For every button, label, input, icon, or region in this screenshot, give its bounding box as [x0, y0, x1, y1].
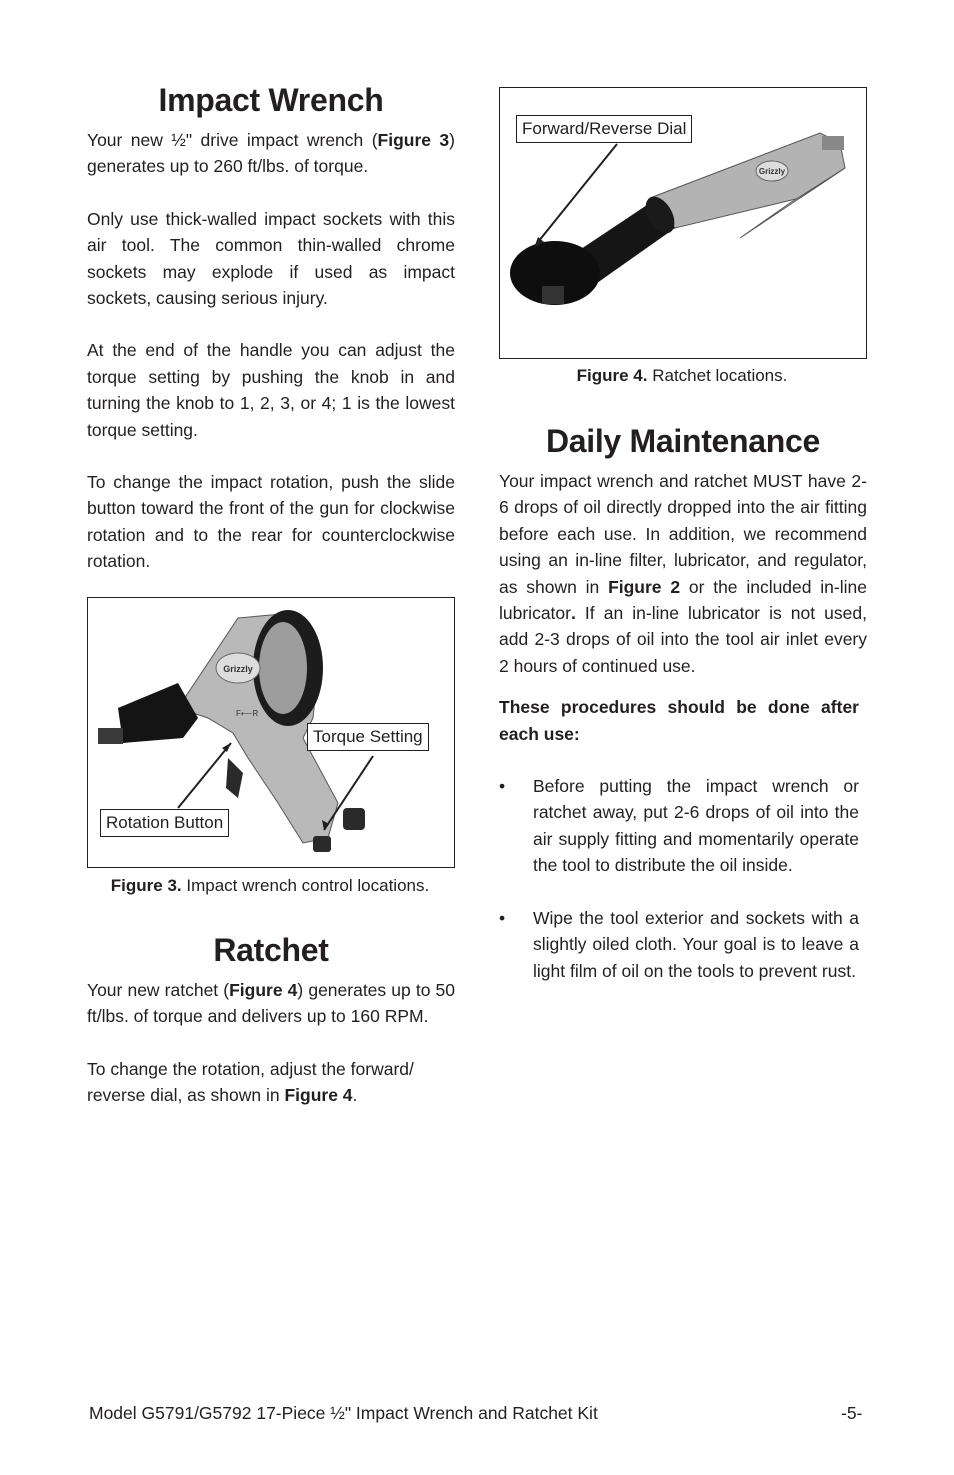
maintenance-bullet-list	[499, 773, 859, 984]
bullet-icon: •	[499, 907, 506, 928]
grizzly-badge: Grizzly	[223, 664, 253, 674]
rotation-button-callout: Rotation Button	[100, 809, 229, 837]
figure-4-box	[499, 87, 867, 359]
list-item: • Wipe the tool exterior and sockets with a slightly oiled cloth. Your goal is to leave a light film of oil on the tools to prevent rust.	[499, 905, 859, 984]
list-item: • Before putting the impact wrench or ratchet away, put 2-6 drops of oil into the air supply fitting and momentarily operate the tool to distribute the oil inside.	[499, 773, 859, 879]
figure-2-ref: Figure 2	[608, 576, 681, 597]
maintenance-lead: These procedures should be done after each use:	[499, 697, 859, 744]
ratchet-heading: Ratchet	[213, 932, 329, 968]
ratchet-section	[87, 930, 455, 1109]
impact-wrench-heading: Impact Wrench	[158, 82, 384, 118]
torque-setting-callout: Torque Setting	[307, 723, 429, 751]
bullet-icon: •	[499, 776, 506, 797]
figure-4-ref: Figure 4	[229, 980, 298, 1000]
figure-3-ref: Figure 3	[377, 130, 450, 150]
daily-maintenance-heading: Daily Maintenance	[545, 423, 821, 459]
ratchet-paragraph-1: Your new ratchet (Figure 4) generates up to 50 ft/lbs. of torque and delivers up to 160 RPM.	[87, 980, 455, 1027]
impact-paragraph-4: To change the impact rotation, push the slide button toward the front of the gun for clockwise rotation and to the rear for counterclockwise rotation.	[87, 472, 455, 572]
impact-paragraph-2: Only use thick-walled impact sockets with this air tool. The common thin-walled chrome sockets may explode if used as impact sockets, causing serious injury.	[87, 208, 455, 309]
page-number: -5-	[841, 1403, 863, 1423]
ratchet-paragraph-2: To change the rotation, adjust the forward/ reverse dial, as shown in Figure 4.	[87, 1058, 414, 1106]
footer-model: Model G5791/G5792 17-Piece ½" Impact Wrench and Ratchet Kit	[89, 1403, 598, 1423]
fr-marking: F⟵R	[236, 709, 259, 718]
maintenance-paragraph-1: Your impact wrench and ratchet MUST have 2-6 drops of oil directly dropped into the air fitting before each use. In addition, we recommend using an in-line filter, lubricator, and regulator, as shown in Figure 2 or the included in-line lubricator. If an in-line lubricator is not used, add 2-3 drops of oil into the tool air inlet every 2 hours of continued use.	[499, 471, 867, 676]
figure-3-caption: Figure 3. Impact wrench control locations.	[110, 876, 430, 895]
impact-paragraph-1: Your new ½" drive impact wrench (Figure 3) generates up to 260 ft/lbs. of torque.	[87, 130, 455, 177]
grizzly-badge: Grizzly	[758, 167, 786, 176]
daily-maintenance-section	[499, 421, 867, 984]
figure-4-caption: Figure 4. Ratchet locations.	[576, 366, 788, 385]
figure-3-box	[87, 597, 455, 868]
forward-reverse-dial-callout: Forward/Reverse Dial	[516, 115, 692, 143]
impact-paragraph-3: At the end of the handle you can adjust the torque setting by pushing the knob in and turning the knob to 1, 2, 3, or 4; 1 is the lowest torque setting.	[87, 340, 455, 440]
impact-wrench-section	[87, 80, 455, 575]
